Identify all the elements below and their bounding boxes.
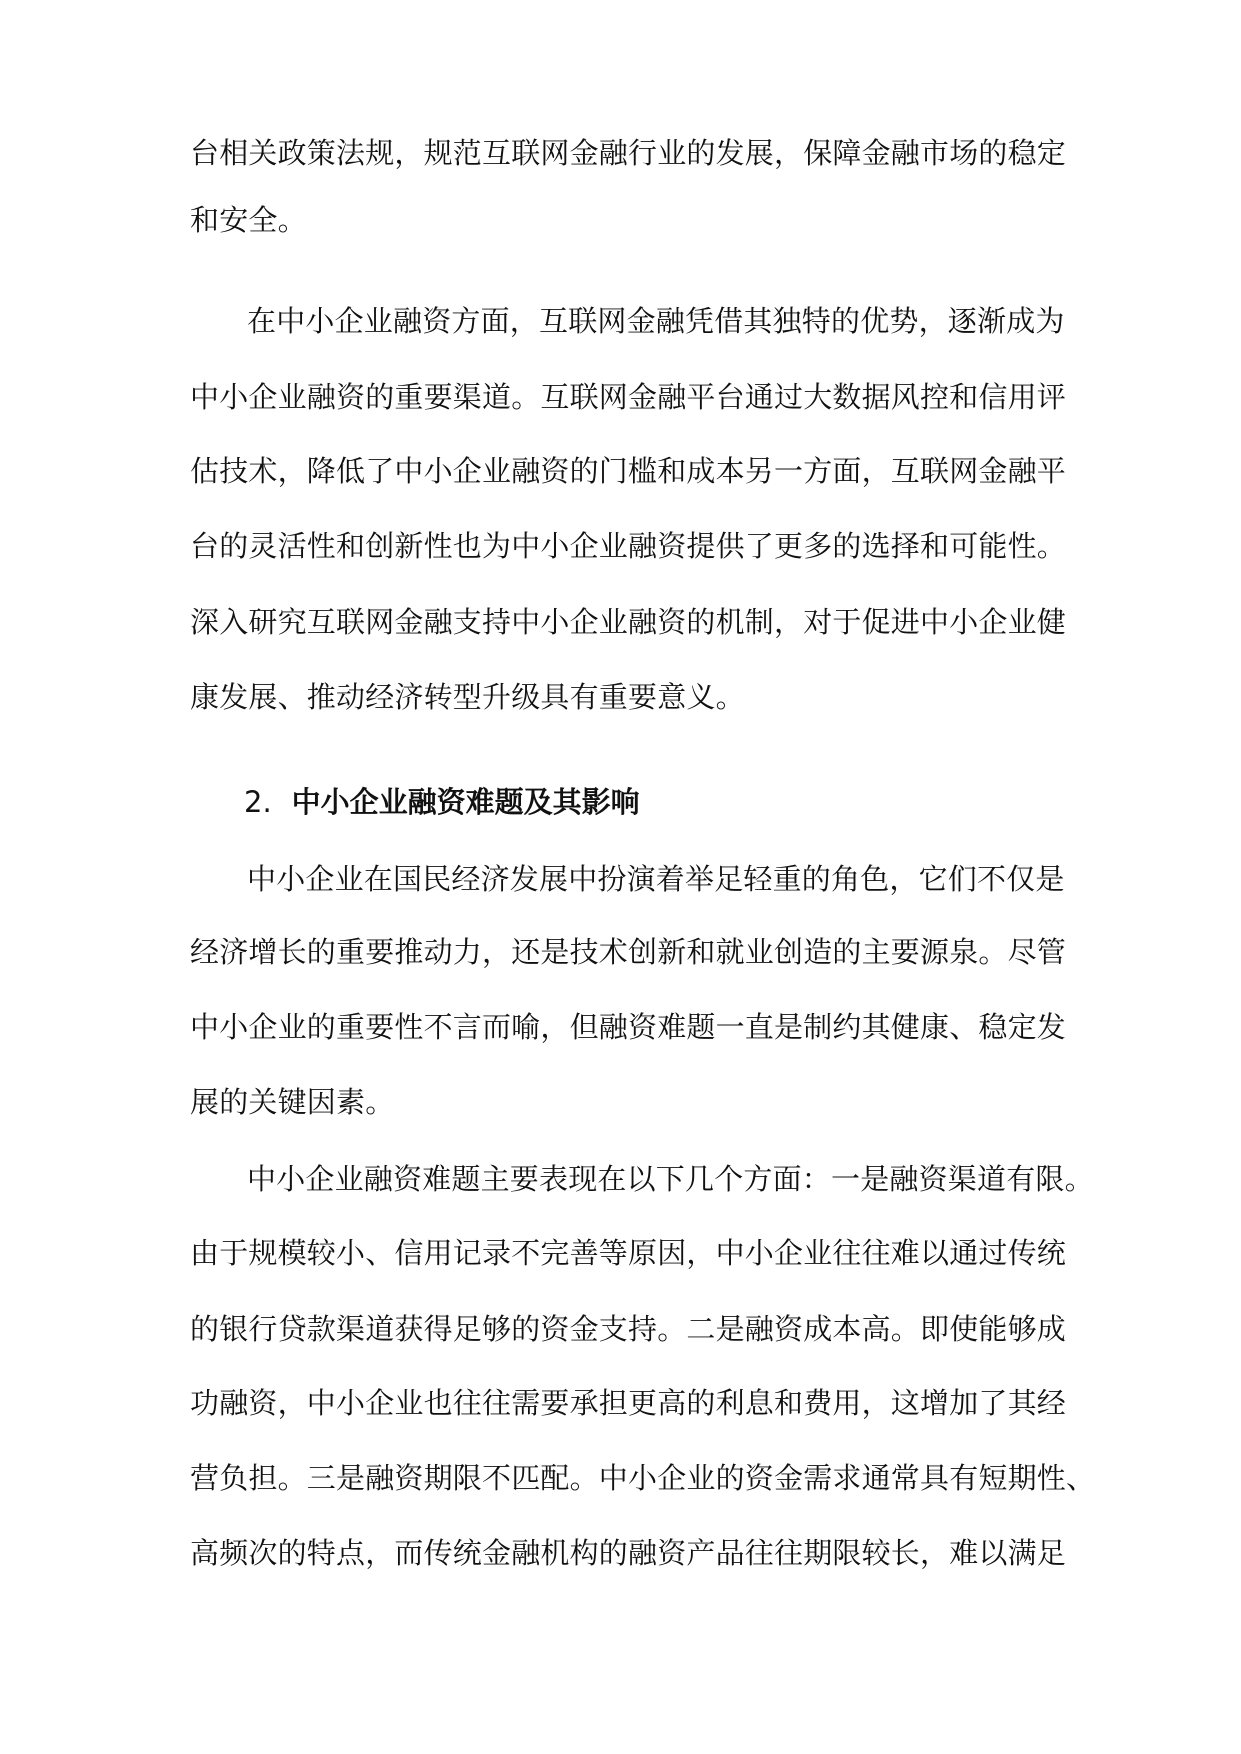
section-heading: [244, 777, 1070, 827]
paragraph-line: 功融资，中小企业也往往需要承担更高的利息和费用，这增加了其经: [190, 1386, 1067, 1420]
paragraph-line: 的银行贷款渠道获得足够的资金支持。二是融资成本高。即使能够成: [190, 1312, 1067, 1346]
paragraph-line: 由于规模较小、信用记录不完善等原因，中小企业往往难以通过传统: [190, 1236, 1067, 1270]
paragraph-line: 估技术，降低了中小企业融资的门槛和成本另一方面，互联网金融平: [190, 454, 1067, 488]
paragraph-line: 高频次的特点，而传统金融机构的融资产品往往期限较长，难以满足: [190, 1536, 1067, 1570]
paragraph-line: 康发展、推动经济转型升级具有重要意义。: [190, 680, 745, 714]
paragraph-line: 台的灵活性和创新性也为中小企业融资提供了更多的选择和可能性。: [190, 529, 1067, 563]
paragraph-line: 中小企业在国民经济发展中扮演着举足轻重的角色，它们不仅是: [247, 862, 1065, 896]
paragraph-line: 在中小企业融资方面，互联网金融凭借其独特的优势，逐渐成为: [247, 304, 1065, 338]
paragraph-line: 展的关键因素。: [190, 1085, 395, 1119]
paragraph-line: 和安全。: [190, 203, 307, 237]
paragraph-line: 营负担。三是融资期限不匹配。中小企业的资金需求通常具有短期性、: [190, 1461, 1096, 1495]
paragraph-line: 深入研究互联网金融支持中小企业融资的机制，对于促进中小企业健: [190, 605, 1067, 639]
paragraph-line: 中小企业融资难题主要表现在以下几个方面：一是融资渠道有限。: [247, 1162, 1094, 1196]
section-title: 中小企业融资难题及其影响: [291, 785, 640, 819]
paragraph-line: 经济增长的重要推动力，还是技术创新和就业创造的主要源泉。尽管: [190, 935, 1067, 969]
paragraph-line: 中小企业的重要性不言而喻，但融资难题一直是制约其健康、稳定发: [190, 1010, 1067, 1044]
paragraph-line: 台相关政策法规，规范互联网金融行业的发展，保障金融市场的稳定: [190, 136, 1067, 170]
section-number: 2.: [244, 785, 272, 819]
paragraph-line: 中小企业融资的重要渠道。互联网金融平台通过大数据风控和信用评: [190, 380, 1067, 414]
